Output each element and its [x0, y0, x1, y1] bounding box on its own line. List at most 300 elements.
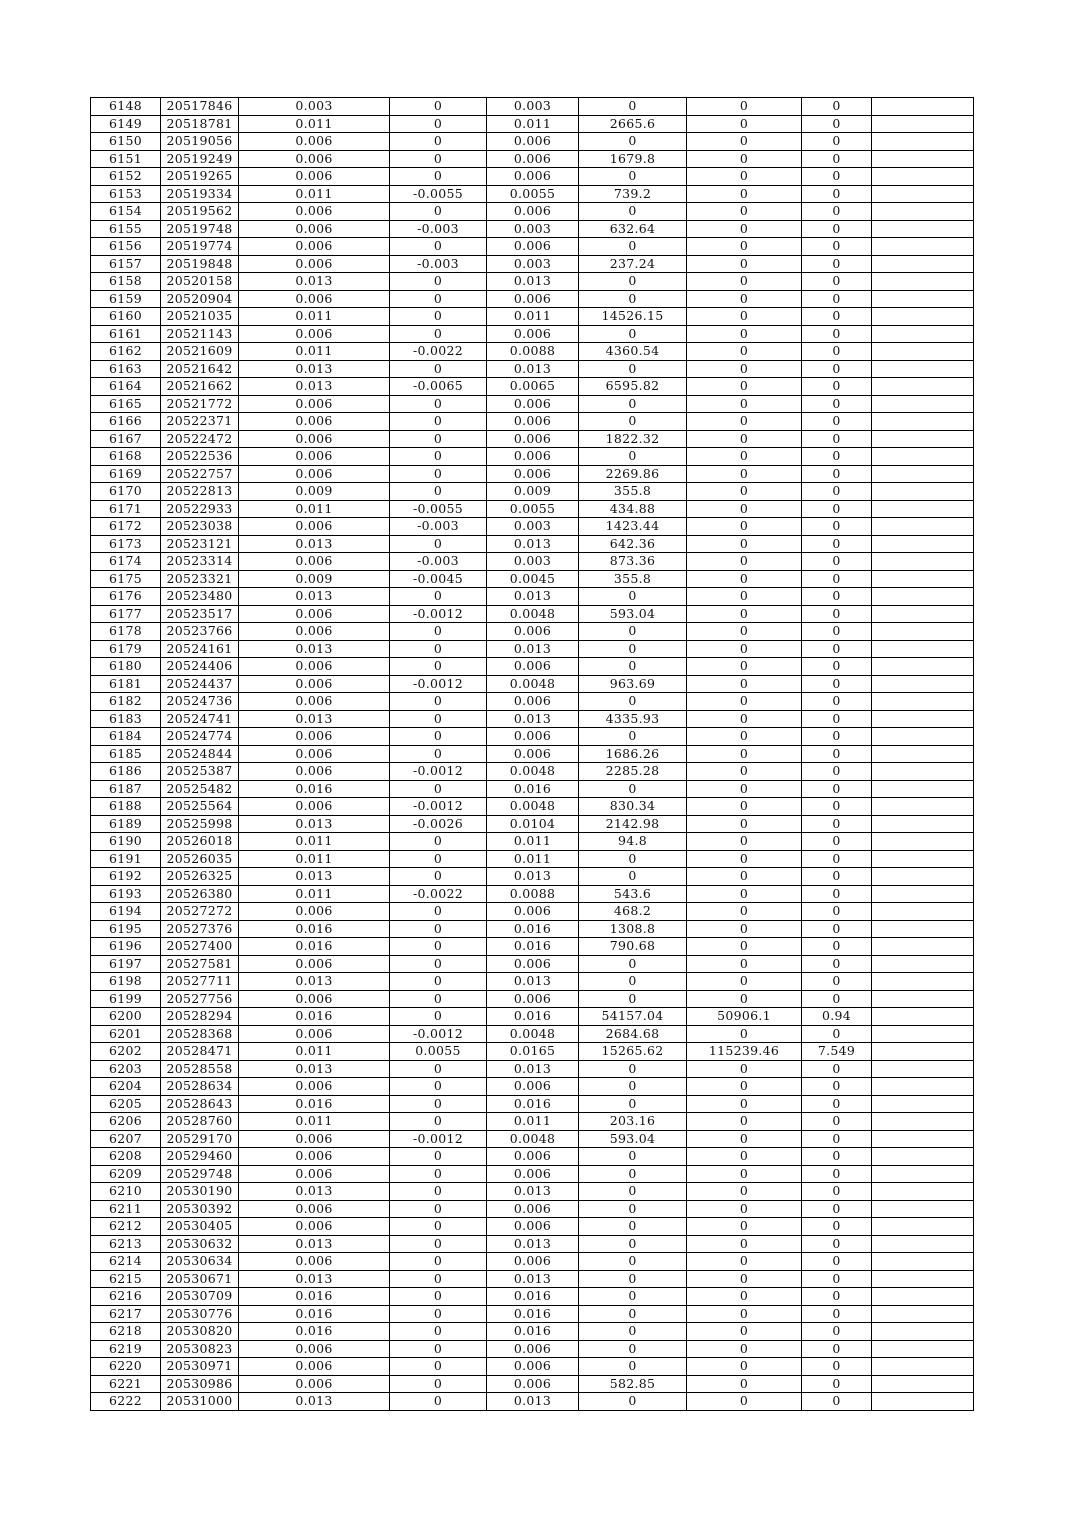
amount-2-cell: 0	[687, 710, 802, 728]
ratio-cell: 0	[802, 1375, 872, 1393]
value-b-cell: 0	[390, 588, 487, 606]
blank-cell	[872, 1200, 974, 1218]
value-c-cell: 0.006	[487, 1358, 579, 1376]
value-b-cell: 0	[390, 395, 487, 413]
value-a-cell: 0.013	[239, 710, 390, 728]
blank-cell	[872, 203, 974, 221]
value-a-cell: 0.006	[239, 1340, 390, 1358]
blank-cell	[872, 535, 974, 553]
data-sheet	[90, 97, 973, 1411]
blank-cell	[872, 465, 974, 483]
row-index-cell: 6203	[91, 1060, 161, 1078]
amount-cell: 355.8	[579, 483, 687, 501]
table-row	[91, 1130, 974, 1148]
amount-cell: 0	[579, 693, 687, 711]
amount-2-cell: 0	[687, 570, 802, 588]
row-index-cell: 6191	[91, 850, 161, 868]
row-index-cell: 6219	[91, 1340, 161, 1358]
value-c-cell: 0.013	[487, 868, 579, 886]
ratio-cell: 0	[802, 868, 872, 886]
row-index-cell: 6154	[91, 203, 161, 221]
ratio-cell: 0	[802, 1148, 872, 1166]
record-id-cell: 20529748	[161, 1165, 239, 1183]
ratio-cell: 0	[802, 1305, 872, 1323]
table-row	[91, 115, 974, 133]
amount-cell: 0	[579, 448, 687, 466]
value-c-cell: 0.006	[487, 413, 579, 431]
row-index-cell: 6168	[91, 448, 161, 466]
amount-2-cell: 0	[687, 1323, 802, 1341]
value-b-cell: -0.0055	[390, 185, 487, 203]
value-a-cell: 0.016	[239, 1288, 390, 1306]
value-b-cell: 0	[390, 360, 487, 378]
amount-cell: 0	[579, 1078, 687, 1096]
amount-2-cell: 0	[687, 1288, 802, 1306]
blank-cell	[872, 360, 974, 378]
row-index-cell: 6214	[91, 1253, 161, 1271]
amount-2-cell: 0	[687, 518, 802, 536]
value-a-cell: 0.006	[239, 133, 390, 151]
blank-cell	[872, 1078, 974, 1096]
record-id-cell: 20525482	[161, 780, 239, 798]
ratio-cell: 0	[802, 360, 872, 378]
value-b-cell: 0	[390, 780, 487, 798]
record-id-cell: 20521642	[161, 360, 239, 378]
value-a-cell: 0.006	[239, 255, 390, 273]
value-b-cell: -0.0026	[390, 815, 487, 833]
value-a-cell: 0.016	[239, 1095, 390, 1113]
record-id-cell: 20523314	[161, 553, 239, 571]
value-c-cell: 0.013	[487, 973, 579, 991]
table-row	[91, 185, 974, 203]
row-index-cell: 6167	[91, 430, 161, 448]
record-id-cell: 20531000	[161, 1393, 239, 1411]
value-b-cell: -0.0012	[390, 675, 487, 693]
value-a-cell: 0.011	[239, 343, 390, 361]
blank-cell	[872, 955, 974, 973]
value-a-cell: 0.006	[239, 1148, 390, 1166]
record-id-cell: 20519265	[161, 168, 239, 186]
record-id-cell: 20528558	[161, 1060, 239, 1078]
table-row	[91, 1165, 974, 1183]
amount-cell: 0	[579, 780, 687, 798]
record-id-cell: 20520904	[161, 290, 239, 308]
amount-cell: 1822.32	[579, 430, 687, 448]
value-c-cell: 0.006	[487, 238, 579, 256]
value-b-cell: 0	[390, 1165, 487, 1183]
blank-cell	[872, 868, 974, 886]
value-b-cell: 0	[390, 1008, 487, 1026]
ratio-cell: 0	[802, 500, 872, 518]
value-c-cell: 0.006	[487, 203, 579, 221]
amount-cell: 434.88	[579, 500, 687, 518]
value-a-cell: 0.011	[239, 885, 390, 903]
amount-2-cell: 0	[687, 833, 802, 851]
record-id-cell: 20528760	[161, 1113, 239, 1131]
row-index-cell: 6156	[91, 238, 161, 256]
amount-cell: 0	[579, 850, 687, 868]
blank-cell	[872, 220, 974, 238]
value-a-cell: 0.016	[239, 1305, 390, 1323]
row-index-cell: 6171	[91, 500, 161, 518]
value-b-cell: 0	[390, 1183, 487, 1201]
amount-2-cell: 0	[687, 343, 802, 361]
value-a-cell: 0.006	[239, 1358, 390, 1376]
value-c-cell: 0.013	[487, 360, 579, 378]
value-a-cell: 0.006	[239, 553, 390, 571]
blank-cell	[872, 1095, 974, 1113]
value-b-cell: 0	[390, 920, 487, 938]
row-index-cell: 6188	[91, 798, 161, 816]
blank-cell	[872, 1270, 974, 1288]
value-b-cell: 0	[390, 1270, 487, 1288]
value-c-cell: 0.013	[487, 1393, 579, 1411]
blank-cell	[872, 623, 974, 641]
amount-2-cell: 0	[687, 1270, 802, 1288]
amount-2-cell: 0	[687, 115, 802, 133]
amount-cell: 0	[579, 203, 687, 221]
value-a-cell: 0.006	[239, 518, 390, 536]
value-b-cell: 0	[390, 1253, 487, 1271]
ratio-cell: 0	[802, 343, 872, 361]
value-a-cell: 0.006	[239, 1025, 390, 1043]
table-row	[91, 1393, 974, 1411]
record-id-cell: 20520158	[161, 273, 239, 291]
ratio-cell: 0	[802, 465, 872, 483]
record-id-cell: 20524774	[161, 728, 239, 746]
blank-cell	[872, 728, 974, 746]
value-a-cell: 0.006	[239, 728, 390, 746]
record-id-cell: 20527581	[161, 955, 239, 973]
table-row	[91, 1270, 974, 1288]
value-b-cell: -0.003	[390, 553, 487, 571]
table-row	[91, 885, 974, 903]
value-b-cell: -0.0055	[390, 500, 487, 518]
amount-cell: 0	[579, 1095, 687, 1113]
value-c-cell: 0.013	[487, 1183, 579, 1201]
value-c-cell: 0.006	[487, 290, 579, 308]
value-b-cell: 0.0055	[390, 1043, 487, 1061]
amount-cell: 2285.28	[579, 763, 687, 781]
record-id-cell: 20527711	[161, 973, 239, 991]
value-c-cell: 0.003	[487, 553, 579, 571]
value-a-cell: 0.006	[239, 465, 390, 483]
record-id-cell: 20524741	[161, 710, 239, 728]
value-c-cell: 0.006	[487, 1200, 579, 1218]
value-a-cell: 0.006	[239, 605, 390, 623]
value-b-cell: 0	[390, 973, 487, 991]
value-a-cell: 0.006	[239, 448, 390, 466]
record-id-cell: 20529460	[161, 1148, 239, 1166]
amount-cell: 0	[579, 1235, 687, 1253]
table-row	[91, 448, 974, 466]
value-b-cell: 0	[390, 325, 487, 343]
table-row	[91, 535, 974, 553]
amount-cell: 0	[579, 1165, 687, 1183]
blank-cell	[872, 273, 974, 291]
ratio-cell: 0	[802, 588, 872, 606]
value-c-cell: 0.0165	[487, 1043, 579, 1061]
ratio-cell: 0	[802, 1218, 872, 1236]
value-c-cell: 0.006	[487, 133, 579, 151]
blank-cell	[872, 640, 974, 658]
value-c-cell: 0.016	[487, 1288, 579, 1306]
blank-cell	[872, 1008, 974, 1026]
ratio-cell: 0	[802, 518, 872, 536]
blank-cell	[872, 150, 974, 168]
value-c-cell: 0.016	[487, 1095, 579, 1113]
row-index-cell: 6218	[91, 1323, 161, 1341]
value-c-cell: 0.0104	[487, 815, 579, 833]
amount-2-cell: 0	[687, 1025, 802, 1043]
table-row	[91, 290, 974, 308]
amount-2-cell: 0	[687, 1095, 802, 1113]
record-id-cell: 20523321	[161, 570, 239, 588]
amount-2-cell: 0	[687, 1165, 802, 1183]
value-a-cell: 0.013	[239, 1270, 390, 1288]
ratio-cell: 0	[802, 553, 872, 571]
record-id-cell: 20524736	[161, 693, 239, 711]
blank-cell	[872, 255, 974, 273]
record-id-cell: 20530820	[161, 1323, 239, 1341]
record-id-cell: 20522536	[161, 448, 239, 466]
row-index-cell: 6209	[91, 1165, 161, 1183]
ratio-cell: 0	[802, 1340, 872, 1358]
record-id-cell: 20524161	[161, 640, 239, 658]
value-a-cell: 0.009	[239, 483, 390, 501]
table-row	[91, 1305, 974, 1323]
table-row	[91, 360, 974, 378]
table-row	[91, 780, 974, 798]
amount-2-cell: 0	[687, 623, 802, 641]
table-row	[91, 710, 974, 728]
value-c-cell: 0.0048	[487, 1025, 579, 1043]
amount-2-cell: 0	[687, 780, 802, 798]
value-a-cell: 0.011	[239, 115, 390, 133]
amount-2-cell: 0	[687, 850, 802, 868]
row-index-cell: 6220	[91, 1358, 161, 1376]
value-c-cell: 0.016	[487, 780, 579, 798]
ratio-cell: 0	[802, 483, 872, 501]
value-a-cell: 0.013	[239, 640, 390, 658]
blank-cell	[872, 1358, 974, 1376]
value-a-cell: 0.011	[239, 500, 390, 518]
value-b-cell: 0	[390, 938, 487, 956]
value-a-cell: 0.006	[239, 1130, 390, 1148]
value-b-cell: 0	[390, 413, 487, 431]
ratio-cell: 0	[802, 780, 872, 798]
value-c-cell: 0.006	[487, 1218, 579, 1236]
amount-2-cell: 0	[687, 1393, 802, 1411]
table-row	[91, 430, 974, 448]
blank-cell	[872, 1375, 974, 1393]
blank-cell	[872, 430, 974, 448]
amount-2-cell: 0	[687, 1078, 802, 1096]
ratio-cell: 0	[802, 710, 872, 728]
record-id-cell: 20519334	[161, 185, 239, 203]
value-a-cell: 0.006	[239, 203, 390, 221]
table-row	[91, 1200, 974, 1218]
value-b-cell: 0	[390, 728, 487, 746]
value-b-cell: -0.0045	[390, 570, 487, 588]
blank-cell	[872, 815, 974, 833]
table-row	[91, 483, 974, 501]
ratio-cell: 0	[802, 728, 872, 746]
record-id-cell: 20530671	[161, 1270, 239, 1288]
amount-2-cell: 0	[687, 150, 802, 168]
table-row	[91, 675, 974, 693]
blank-cell	[872, 518, 974, 536]
row-index-cell: 6213	[91, 1235, 161, 1253]
amount-2-cell: 0	[687, 325, 802, 343]
row-index-cell: 6199	[91, 990, 161, 1008]
value-a-cell: 0.006	[239, 1253, 390, 1271]
value-a-cell: 0.011	[239, 1043, 390, 1061]
row-index-cell: 6178	[91, 623, 161, 641]
row-index-cell: 6160	[91, 308, 161, 326]
amount-2-cell: 0	[687, 448, 802, 466]
record-id-cell: 20530709	[161, 1288, 239, 1306]
row-index-cell: 6166	[91, 413, 161, 431]
value-a-cell: 0.003	[239, 98, 390, 116]
value-a-cell: 0.006	[239, 675, 390, 693]
value-c-cell: 0.006	[487, 728, 579, 746]
value-b-cell: -0.0065	[390, 378, 487, 396]
row-index-cell: 6151	[91, 150, 161, 168]
blank-cell	[872, 1183, 974, 1201]
ratio-cell: 0	[802, 1253, 872, 1271]
table-row	[91, 500, 974, 518]
table-row	[91, 518, 974, 536]
value-c-cell: 0.013	[487, 1270, 579, 1288]
amount-cell: 15265.62	[579, 1043, 687, 1061]
blank-cell	[872, 833, 974, 851]
amount-2-cell: 0	[687, 535, 802, 553]
value-b-cell: 0	[390, 990, 487, 1008]
ratio-cell: 0	[802, 238, 872, 256]
amount-2-cell: 0	[687, 430, 802, 448]
amount-cell: 0	[579, 955, 687, 973]
record-id-cell: 20528368	[161, 1025, 239, 1043]
row-index-cell: 6187	[91, 780, 161, 798]
amount-cell: 739.2	[579, 185, 687, 203]
value-c-cell: 0.006	[487, 395, 579, 413]
value-b-cell: 0	[390, 955, 487, 973]
table-row	[91, 98, 974, 116]
blank-cell	[872, 1235, 974, 1253]
row-index-cell: 6158	[91, 273, 161, 291]
row-index-cell: 6164	[91, 378, 161, 396]
value-a-cell: 0.006	[239, 238, 390, 256]
value-b-cell: 0	[390, 1235, 487, 1253]
amount-2-cell: 0	[687, 885, 802, 903]
amount-cell: 54157.04	[579, 1008, 687, 1026]
amount-2-cell: 0	[687, 728, 802, 746]
amount-2-cell: 0	[687, 1375, 802, 1393]
value-b-cell: 0	[390, 1218, 487, 1236]
amount-cell: 2269.86	[579, 465, 687, 483]
row-index-cell: 6196	[91, 938, 161, 956]
blank-cell	[872, 115, 974, 133]
table-row	[91, 938, 974, 956]
amount-2-cell: 0	[687, 465, 802, 483]
amount-2-cell: 0	[687, 745, 802, 763]
value-c-cell: 0.013	[487, 1235, 579, 1253]
value-c-cell: 0.0048	[487, 798, 579, 816]
ratio-cell: 0	[802, 1060, 872, 1078]
ratio-cell: 0	[802, 308, 872, 326]
row-index-cell: 6159	[91, 290, 161, 308]
value-c-cell: 0.011	[487, 833, 579, 851]
blank-cell	[872, 185, 974, 203]
amount-2-cell: 0	[687, 1113, 802, 1131]
amount-2-cell: 0	[687, 763, 802, 781]
value-a-cell: 0.011	[239, 1113, 390, 1131]
amount-cell: 2142.98	[579, 815, 687, 833]
ratio-cell: 0	[802, 955, 872, 973]
table-row	[91, 133, 974, 151]
value-c-cell: 0.011	[487, 115, 579, 133]
ratio-cell: 0	[802, 255, 872, 273]
value-b-cell: 0	[390, 448, 487, 466]
blank-cell	[872, 1393, 974, 1411]
value-a-cell: 0.006	[239, 430, 390, 448]
table-row	[91, 1008, 974, 1026]
value-c-cell: 0.0048	[487, 675, 579, 693]
table-row	[91, 903, 974, 921]
amount-cell: 0	[579, 1218, 687, 1236]
ratio-cell: 0	[802, 1288, 872, 1306]
value-c-cell: 0.0055	[487, 185, 579, 203]
value-b-cell: -0.0012	[390, 798, 487, 816]
row-index-cell: 6162	[91, 343, 161, 361]
value-a-cell: 0.006	[239, 1218, 390, 1236]
amount-cell: 0	[579, 973, 687, 991]
amount-2-cell: 0	[687, 413, 802, 431]
value-b-cell: 0	[390, 308, 487, 326]
value-a-cell: 0.013	[239, 273, 390, 291]
blank-cell	[872, 500, 974, 518]
value-a-cell: 0.011	[239, 833, 390, 851]
value-c-cell: 0.013	[487, 1060, 579, 1078]
row-index-cell: 6202	[91, 1043, 161, 1061]
record-id-cell: 20521662	[161, 378, 239, 396]
table-row	[91, 238, 974, 256]
amount-cell: 0	[579, 1270, 687, 1288]
blank-cell	[872, 1218, 974, 1236]
amount-2-cell: 0	[687, 1358, 802, 1376]
value-c-cell: 0.006	[487, 448, 579, 466]
value-b-cell: 0	[390, 1393, 487, 1411]
ratio-cell: 0	[802, 885, 872, 903]
ratio-cell: 0	[802, 290, 872, 308]
amount-cell: 0	[579, 1340, 687, 1358]
record-id-cell: 20530776	[161, 1305, 239, 1323]
value-b-cell: -0.0012	[390, 605, 487, 623]
table-row	[91, 623, 974, 641]
blank-cell	[872, 378, 974, 396]
value-b-cell: 0	[390, 535, 487, 553]
record-id-cell: 20530632	[161, 1235, 239, 1253]
blank-cell	[872, 1288, 974, 1306]
record-id-cell: 20523121	[161, 535, 239, 553]
amount-2-cell: 0	[687, 938, 802, 956]
amount-cell: 0	[579, 728, 687, 746]
row-index-cell: 6207	[91, 1130, 161, 1148]
value-a-cell: 0.006	[239, 395, 390, 413]
table-row	[91, 955, 974, 973]
table-row	[91, 868, 974, 886]
